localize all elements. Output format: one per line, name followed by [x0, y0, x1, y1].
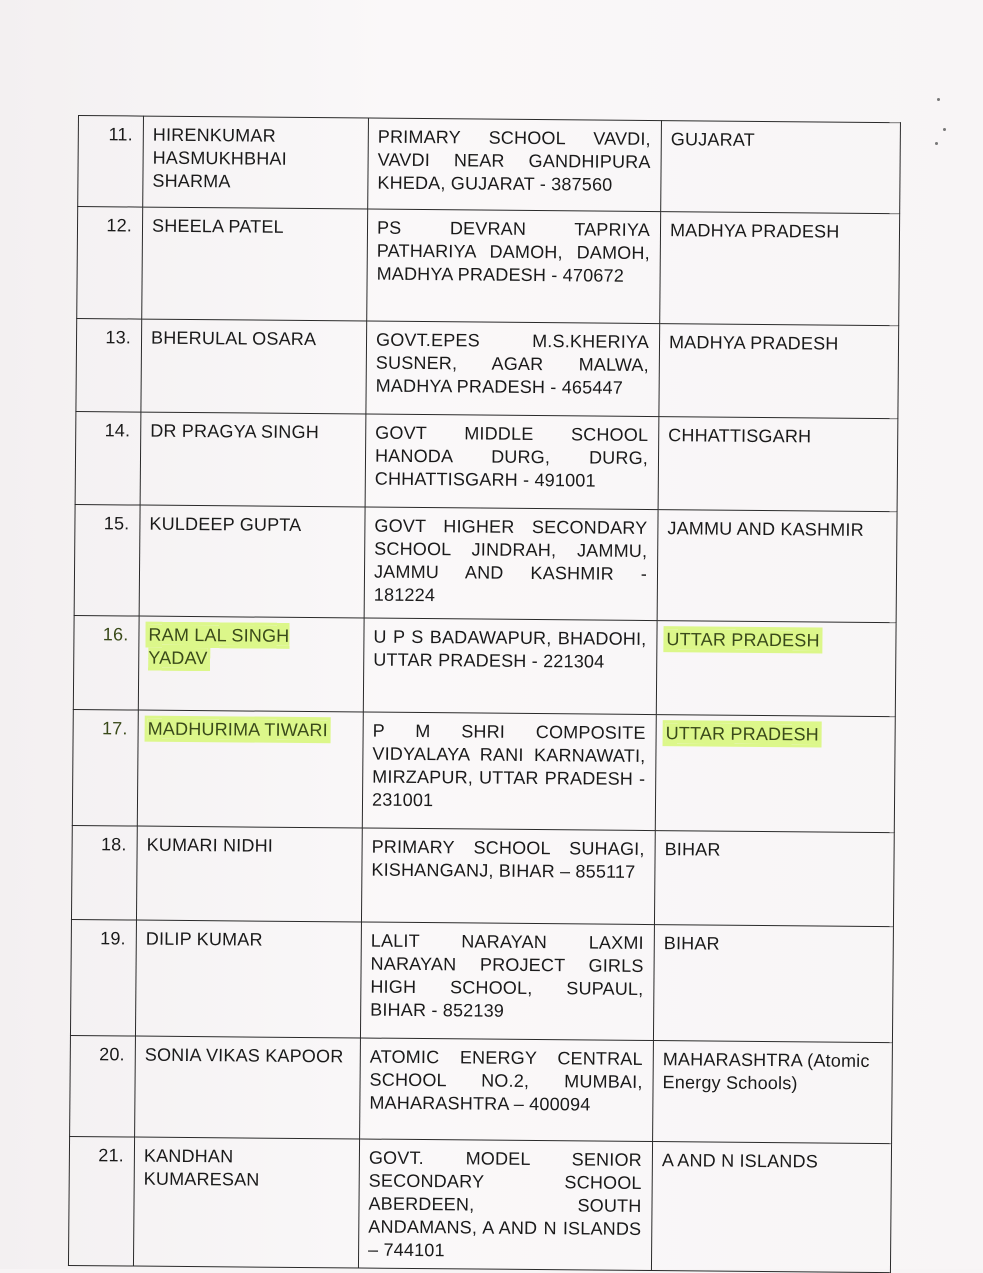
school-address: LALIT NARAYAN LAXMI NARAYAN PROJECT GIRLS HIGH SCHOOL, SUPAUL, BIHAR - 852139 — [360, 922, 654, 1041]
serial-number: 19. — [70, 919, 136, 1036]
table-row-highlighted — [72, 709, 895, 832]
table-row — [75, 411, 898, 511]
table-row — [78, 116, 901, 214]
state-name: MAHARASHTRA (Atomic Energy Schools) — [653, 1041, 893, 1144]
state-name — [656, 621, 896, 717]
state-name — [655, 715, 895, 833]
teacher-name: KANDHAN KUMARESAN — [133, 1137, 359, 1268]
school-address: ATOMIC ENERGY CENTRAL SCHOOL NO.2, MUMBAI, MAHARASHTRA – 400094 — [360, 1038, 654, 1142]
scan-specks — [933, 90, 953, 150]
school-address: GOVT. MODEL SENIOR SECONDARY SCHOOL ABERDEEN, SOUTH ANDAMANS, A AND N ISLANDS – 744101 — [358, 1139, 652, 1271]
state-highlight: UTTAR PRADESH — [665, 723, 819, 745]
serial-number: 12. — [77, 207, 143, 320]
state-name: MADHYA PRADESH — [659, 324, 899, 419]
table-row-highlighted — [73, 615, 896, 716]
serial-number: 16. — [73, 615, 139, 710]
serial-number: 14. — [75, 411, 141, 505]
school-address: GOVT.EPES M.S.KHERIYA SUSNER, AGAR MALWA, MADHYA PRADESH - 465447 — [366, 321, 660, 417]
state-name: BIHAR — [653, 925, 893, 1043]
serial-number: 11. — [78, 116, 144, 208]
school-address: PRIMARY SCHOOL VAVDI, VAVDI NEAR GANDHIPURA KHEDA, GUJARAT - 387560 — [368, 118, 662, 212]
table-row — [74, 504, 897, 622]
teachers-list-table — [68, 115, 901, 1273]
serial-number: 15. — [74, 504, 140, 616]
serial-number: 13. — [76, 318, 142, 412]
school-address: U P S BADAWAPUR, BHADOHI, UTTAR PRADESH - 221304 — [363, 618, 657, 715]
table-row — [76, 318, 899, 418]
school-address: PRIMARY SCHOOL SUHAGI, KISHANGANJ, BIHAR – 855117 — [361, 828, 655, 925]
teacher-name: SONIA VIKAS KAPOOR — [135, 1036, 361, 1139]
teacher-name: KULDEEP GUPTA — [139, 505, 365, 618]
table-row — [77, 207, 900, 326]
teacher-name: SHEELA PATEL — [142, 207, 368, 321]
school-address: GOVT MIDDLE SCHOOL HANODA DURG, DURG, CHHATTISGARH - 491001 — [365, 414, 659, 510]
serial-number: 20. — [70, 1035, 136, 1137]
state-name: MADHYA PRADESH — [660, 212, 900, 326]
name-highlight: MADHURIMA TIWARI — [147, 718, 328, 741]
teacher-name: DILIP KUMAR — [135, 920, 361, 1038]
serial-number: 17. — [72, 709, 138, 826]
state-name: GUJARAT — [661, 121, 901, 214]
serial-number: 21. — [68, 1136, 134, 1266]
state-name: A AND N ISLANDS — [651, 1142, 891, 1273]
teacher-name: HIRENKUMAR HASMUKHBHAI SHARMA — [143, 116, 369, 209]
state-highlight: UTTAR PRADESH — [666, 629, 820, 651]
state-name: BIHAR — [654, 831, 894, 927]
name-highlight: RAM LAL SINGH YADAV — [148, 624, 290, 669]
school-address: GOVT HIGHER SECONDARY SCHOOL JINDRAH, JAMMU, JAMMU AND KASHMIR - 181224 — [364, 507, 658, 621]
state-name: JAMMU AND KASHMIR — [657, 510, 897, 623]
teacher-name: BHERULAL OSARA — [141, 319, 367, 414]
table-row — [70, 1035, 893, 1143]
teacher-name — [138, 616, 364, 712]
table-row — [70, 919, 893, 1042]
teacher-name: DR PRAGYA SINGH — [140, 412, 366, 507]
school-address: PS DEVRAN TAPRIYA PATHARIYA DAMOH, DAMOH, MADHYA PRADESH - 470672 — [367, 209, 661, 324]
state-name: CHHATTISGARH — [658, 417, 898, 512]
table-row — [68, 1136, 891, 1272]
teacher-name: KUMARI NIDHI — [136, 826, 362, 922]
school-address: P M SHRI COMPOSITE VIDYALAYA RANI KARNAWATI, MIRZAPUR, UTTAR PRADESH - 231001 — [362, 712, 656, 831]
table-row — [71, 825, 894, 926]
serial-number: 18. — [71, 825, 137, 920]
teacher-name — [137, 710, 363, 828]
